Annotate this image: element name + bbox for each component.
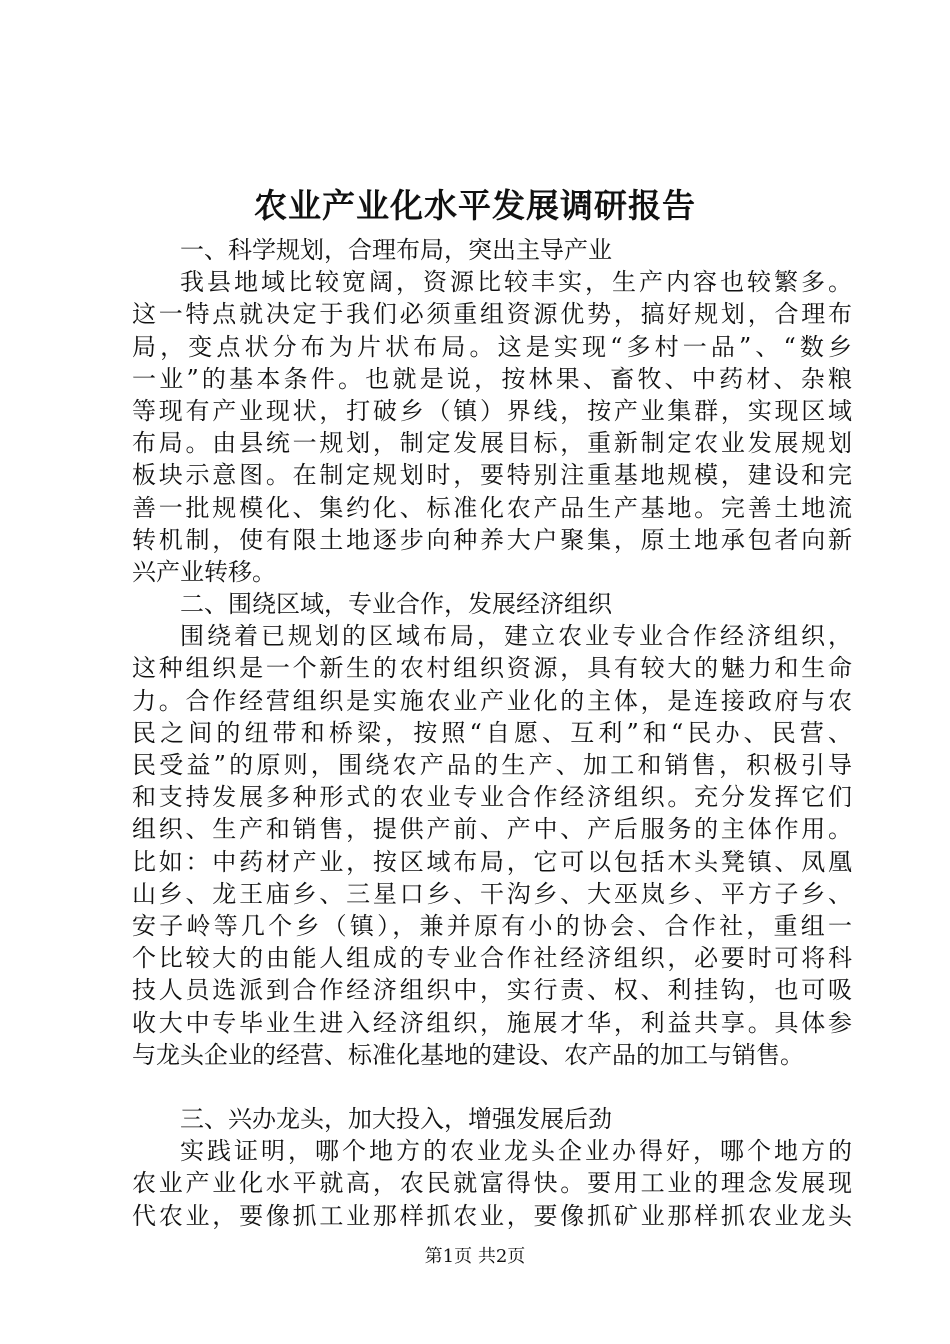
paragraph-line: 技人员选派到合作经济组织中，实行责、权、利挂钩，也可吸 (132, 976, 852, 1005)
document-body (132, 234, 852, 1232)
paragraph-line: 比如：中药材产业，按区域布局，它可以包括木头凳镇、凤凰 (132, 847, 852, 876)
paragraph-line: 这种组织是一个新生的农村组织资源，具有较大的魅力和生命 (132, 654, 852, 683)
paragraph-line: 山乡、龙王庙乡、三星口乡、干沟乡、大巫岚乡、平方子乡、 (132, 879, 852, 908)
paragraph-line: 与龙头企业的经营、标准化基地的建设、农产品的加工与销售。 (132, 1040, 804, 1069)
paragraph-line: 和支持发展多种形式的农业专业合作经济组织。充分发挥它们 (132, 783, 852, 812)
page-footer: 第1页 共2页 (424, 1246, 526, 1267)
paragraph-line: 布局。由县统一规划，制定发展目标，重新制定农业发展规划 (132, 429, 852, 458)
paragraph-line: 转机制，使有限土地逐步向种养大户聚集，原土地承包者向新 (132, 525, 852, 554)
section-heading-3: 三、兴办龙头，加大投入，增强发展后劲 (180, 1105, 612, 1134)
paragraph-line: 一业”的基本条件。也就是说，按林果、畜牧、中药材、杂粮 (132, 364, 852, 393)
paragraph-line: 收大中专毕业生进入经济组织，施展才华，利益共享。具体参 (132, 1008, 852, 1037)
paragraph-line: 这一特点就决定于我们必须重组资源优势，搞好规划，合理布 (132, 300, 852, 329)
paragraph-line: 兴产业转移。 (132, 557, 276, 586)
paragraph-line: 善一批规模化、集约化、标准化农产品生产基地。完善土地流 (132, 493, 852, 522)
paragraph-line: 个比较大的由能人组成的专业合作社经济组织，必要时可将科 (132, 944, 852, 973)
paragraph-line: 力。合作经营组织是实施农业产业化的主体，是连接政府与农 (132, 686, 852, 715)
paragraph-line: 等现有产业现状，打破乡（镇）界线，按产业集群，实现区域 (132, 396, 852, 425)
paragraph-line: 围绕着已规划的区域布局，建立农业专业合作经济组织， (180, 622, 852, 651)
paragraph-line: 实践证明，哪个地方的农业龙头企业办得好，哪个地方的 (180, 1137, 852, 1166)
paragraph-line: 农业产业化水平就高，农民就富得快。要用工业的理念发展现 (132, 1169, 852, 1198)
paragraph-line: 民受益”的原则，围绕农产品的生产、加工和销售，积极引导 (132, 751, 852, 779)
paragraph-line: 民之间的纽带和桥梁，按照“自愿、互利”和“民办、民营、 (132, 718, 852, 747)
paragraph-line: 安子岭等几个乡（镇），兼并原有小的协会、合作社，重组一 (132, 911, 852, 940)
paragraph-line: 组织、生产和销售，提供产前、产中、产后服务的主体作用。 (132, 815, 852, 844)
section-heading-2: 二、围绕区域，专业合作，发展经济组织 (180, 590, 612, 619)
paragraph-line: 板块示意图。在制定规划时，要特别注重基地规模，建设和完 (132, 461, 852, 490)
paragraph-line: 局，变点状分布为片状布局。这是实现“多村一品”、“数乡 (132, 332, 852, 361)
paragraph-line: 代农业，要像抓工业那样抓农业，要像抓矿业那样抓农业龙头 (132, 1201, 852, 1230)
document-title: 农业产业化水平发展调研报告 (254, 186, 696, 225)
section-heading-1: 一、科学规划，合理布局，突出主导产业 (180, 236, 612, 264)
paragraph-line: 我县地域比较宽阔，资源比较丰实，生产内容也较繁多。 (180, 268, 852, 297)
paragraph-spacer (132, 1071, 852, 1103)
